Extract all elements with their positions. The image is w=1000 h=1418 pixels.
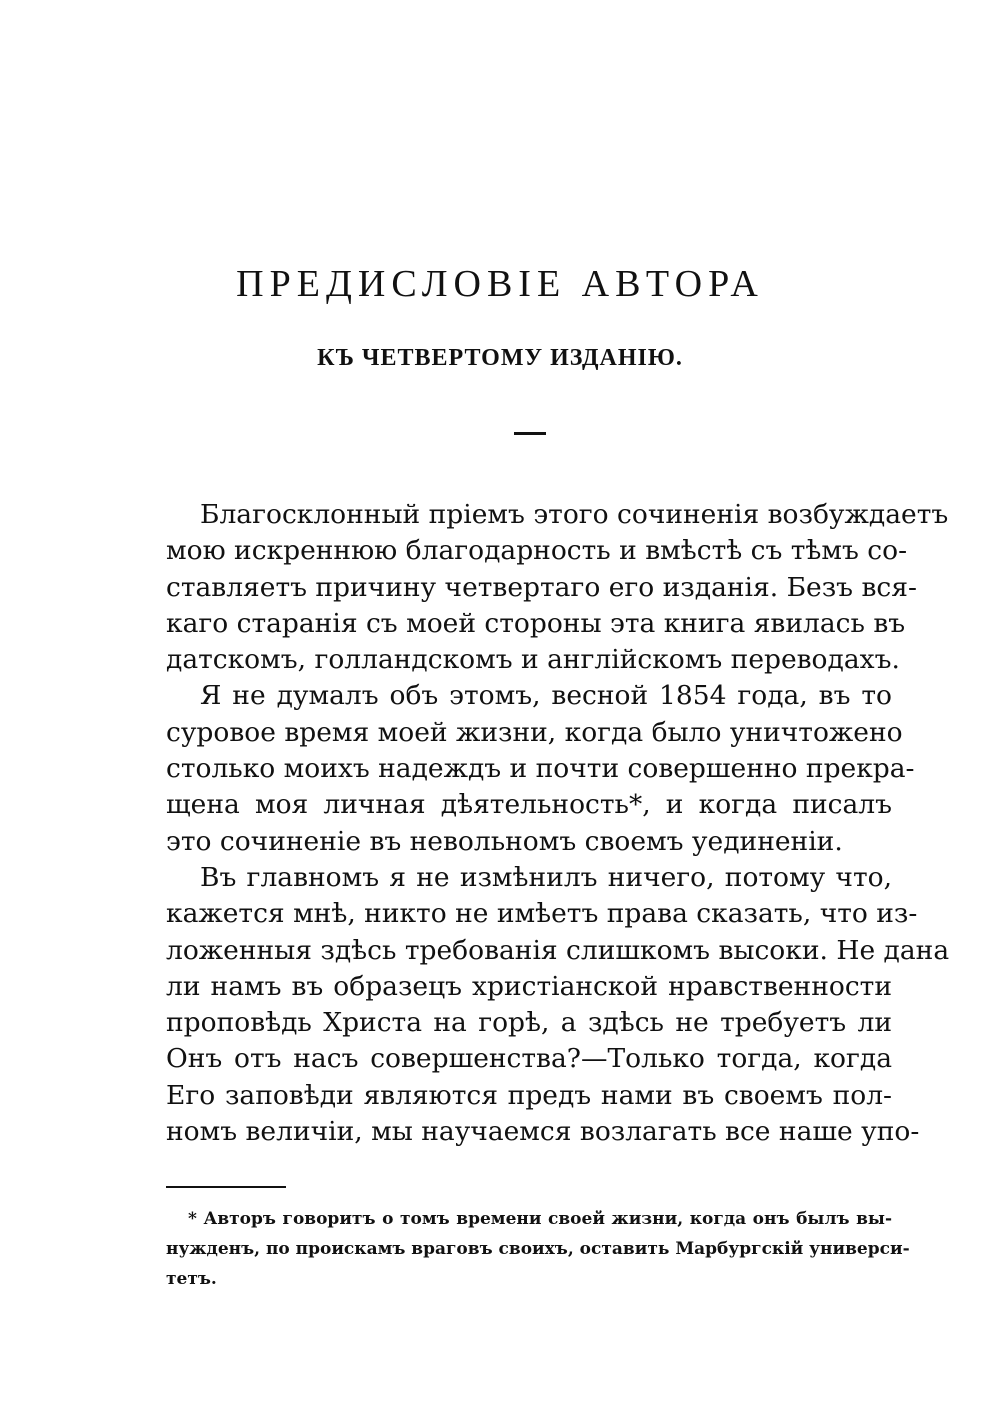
footnote-line: тетъ. bbox=[166, 1269, 217, 1289]
footnote-line: нужденъ, по проискамъ враговъ своихъ, оставить Марбургскій универси- bbox=[166, 1239, 910, 1259]
section-dash-divider bbox=[514, 432, 546, 435]
page-subtitle: КЪ ЧЕТВЕРТОМУ ИЗДАНІЮ. bbox=[317, 345, 683, 371]
page-title: ПРЕДИСЛОВІЕ АВТОРА bbox=[236, 263, 764, 305]
footnote-line: * Авторъ говоритъ о томъ времени своей жизни, когда онъ былъ вы- bbox=[188, 1209, 892, 1229]
text-line: каго старанія съ моей стороны эта книга явилась въ bbox=[166, 607, 906, 639]
text-line: Благосклонный пріемъ этого сочиненія возбуждаетъ bbox=[200, 499, 949, 530]
text-line: Я не думалъ объ этомъ, весной 1854 года, въ то bbox=[200, 680, 892, 712]
text-line: щена моя личная дѣятельность*, и когда писалъ bbox=[166, 789, 892, 821]
footnote-divider bbox=[166, 1186, 286, 1188]
text-line: мою искреннюю благодарность и вмѣстѣ съ тѣмъ со- bbox=[166, 535, 908, 567]
text-line: ставляетъ причину четвертаго его изданія. Безъ вся- bbox=[166, 571, 917, 603]
text-line: Въ главномъ я не измѣнилъ ничего, потому что, bbox=[200, 861, 892, 893]
text-line: номъ величіи, мы научаемся возлагать все наше упо- bbox=[166, 1116, 920, 1148]
text-line: Его заповѣди являются предъ нами въ своемъ пол- bbox=[166, 1079, 892, 1111]
text-line: Онъ отъ насъ совершенства?—Только тогда, когда bbox=[166, 1043, 892, 1075]
footnote bbox=[166, 1204, 910, 1294]
text-line: это сочиненіе въ невольномъ своемъ уединеніи. bbox=[166, 825, 843, 857]
text-line: ли намъ въ образецъ христіанской нравственности bbox=[166, 970, 892, 1002]
text-line: ложенныя здѣсь требованія слишкомъ высоки. Не дана bbox=[166, 934, 950, 966]
text-line: столько моихъ надеждъ и почти совершенно прекра- bbox=[166, 753, 915, 785]
text-line: датскомъ, голландскомъ и англійскомъ переводахъ. bbox=[166, 644, 900, 676]
text-line: суровое время моей жизни, когда было уничтожено bbox=[166, 716, 903, 748]
preface-body bbox=[166, 497, 950, 1150]
text-line: кажется мнѣ, никто не имѣетъ права сказать, что из- bbox=[166, 898, 918, 930]
text-line: проповѣдь Христа на горѣ, а здѣсь не требуетъ ли bbox=[166, 1007, 892, 1039]
